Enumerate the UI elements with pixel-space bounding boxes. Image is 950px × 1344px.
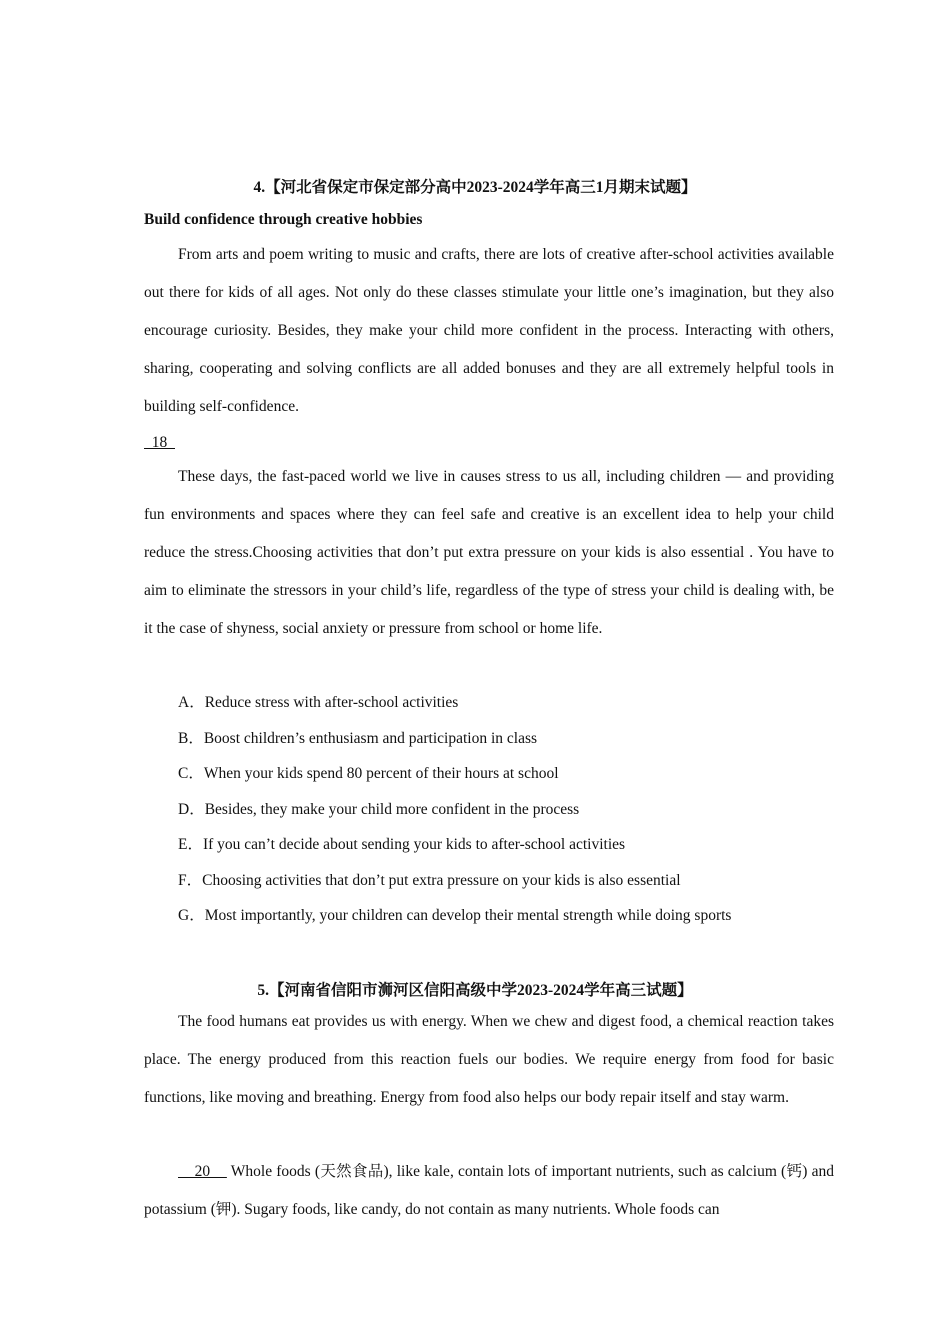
passage-title: Build confidence through creative hobbies bbox=[144, 211, 423, 228]
blank-20-number: 20 bbox=[178, 1163, 227, 1180]
options-list bbox=[178, 688, 731, 937]
option-f: F．Choosing activities that don’t put extra pressure on your kids is also essential bbox=[178, 871, 681, 889]
option-d: D．Besides, they make your child more confident in the process bbox=[178, 800, 580, 818]
option-c: C．When your kids spend 80 percent of their hours at school bbox=[178, 765, 559, 782]
question-5-heading: 5.【河南省信阳市浉河区信阳高级中学2023-2024学年高三试题】 bbox=[257, 982, 693, 999]
passage-paragraph-1: From arts and poem writing to music and crafts, there are lots of creative after-school activities available out there for kids of all ages. Not only do these classes stimulate your little one’s imagination, but they also encourage curiosity. Besides, they make your child more confident in the process. Interacting with others, sharing, cooperating and solving conflicts are all added bonuses and they are all extremely helpful tools in building self-confidence. bbox=[144, 246, 834, 415]
passage-5-paragraph-2-text: Whole foods (天然食品), like kale, contain lots of important nutrients, such as calcium (钙) and potassium (钾). Sugary foods, like candy, do not contain as many nutrients. Whole foods can bbox=[144, 1163, 835, 1218]
blank-18-number: 18 bbox=[144, 434, 175, 451]
option-a: A．Reduce stress with after-school activities bbox=[178, 694, 459, 711]
option-g: G．Most importantly, your children can develop their mental strength while doing sports bbox=[178, 907, 732, 924]
passage-5-paragraph-1: The food humans eat provides us with energy. When we chew and digest food, a chemical reaction takes place. The energy produced from this reaction fuels our bodies. We require energy from food for basic functions, like moving and breathing. Energy from food also helps our body repair itself and stay warm. bbox=[144, 1013, 834, 1106]
option-e: E．If you can’t decide about sending your kids to after-school activities bbox=[178, 836, 626, 853]
passage-5-paragraph-2 bbox=[144, 1153, 834, 1229]
passage-paragraph-2: These days, the fast-paced world we live in causes stress to us all, including children — and providing fun environments and spaces where they can feel safe and creative is an excellent idea to help your child reduce the stress.Choosing activities that don’t put extra pressure on your kids is also essential . You have to aim to eliminate the stressors in your child’s life, regardless of the type of stress your child is dealing with, be it the case of shyness, social anxiety or pressure from school or home life. bbox=[144, 468, 834, 637]
blank-18 bbox=[144, 434, 175, 452]
option-b: B．Boost children’s enthusiasm and participation in class bbox=[178, 729, 538, 747]
question-4-heading: 4.【河北省保定市保定部分高中2023-2024学年高三1月期末试题】 bbox=[253, 179, 697, 196]
